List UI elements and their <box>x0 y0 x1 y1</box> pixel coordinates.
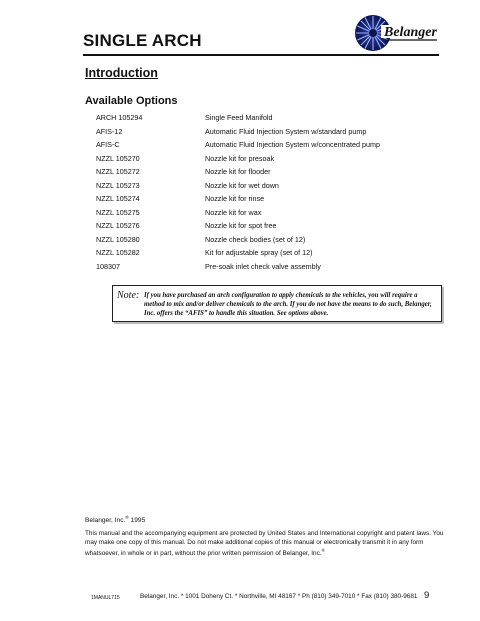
note-text: If you have purchased an arch configuration to apply chemicals to the vehicles, you will require a method to mix and/or deliver chemicals to the arch. If you do not have the means to do such, Belanger, Inc. offers the “AFIS” to handle this situation. See options above. <box>144 292 432 317</box>
list-item <box>0 165 480 178</box>
option-code: NZZL 105280 <box>96 234 140 244</box>
option-description: Pre-soak inlet check valve assembly <box>205 261 321 271</box>
option-code: NZZL 105270 <box>96 153 140 163</box>
list-item <box>0 246 480 259</box>
document-code: 1MANUL715 <box>91 595 120 601</box>
option-code: 108307 <box>96 261 120 271</box>
copyright-year: 1995 <box>130 517 146 525</box>
svg-text:Belanger: Belanger <box>384 25 437 40</box>
option-code: ARCH 105294 <box>96 113 143 122</box>
list-item <box>0 192 480 205</box>
page-number: 9 <box>424 590 430 601</box>
option-code: NZZL 105273 <box>96 180 140 190</box>
option-description: Single Feed Manifold <box>205 113 273 122</box>
section-heading: Introduction <box>85 66 158 80</box>
list-item <box>0 219 480 232</box>
option-description: Nozzle kit for flooder <box>205 167 271 176</box>
copyright-line <box>85 515 145 524</box>
option-description: Nozzle check bodies (set of 12) <box>205 234 306 244</box>
option-description: Nozzle kit for spot free <box>205 221 277 230</box>
page-title: SINGLE ARCH <box>83 31 202 50</box>
note-label: Note: <box>117 290 140 301</box>
list-item <box>0 111 480 124</box>
option-description: Nozzle kit for presoak <box>205 153 275 163</box>
option-description: Nozzle kit for wax <box>205 207 262 217</box>
option-code: NZZL 105276 <box>96 221 140 230</box>
option-code: NZZL 105272 <box>96 167 140 176</box>
option-code: AFIS-C <box>96 140 120 149</box>
option-description: Nozzle kit for wet down <box>205 180 279 190</box>
header-rule <box>83 54 439 56</box>
option-description: Automatic Fluid Injection System w/standard pump <box>205 126 367 136</box>
list-item <box>0 206 480 219</box>
legal-text: This manual and the accompanying equipment are protected by United States and International copyright and patent laws. You may make one copy of this manual. Do not make additional copies of this manual or electronically transmit it in any form whatsoever, in whole or in part, without the prior written permission of Belanger, Inc. <box>85 530 444 558</box>
footer-address: Belanger, Inc. * 1001 Doheny Ct. * Northville, MI 48167 * Ph (810) 349-7010 * Fax (810) 380-9681 <box>140 593 418 600</box>
belanger-logo <box>341 13 445 53</box>
option-code: AFIS-12 <box>96 126 123 136</box>
option-description: Automatic Fluid Injection System w/concentrated pump <box>205 140 380 149</box>
option-description: Nozzle kit for rinse <box>205 194 265 203</box>
registered-mark: ® <box>321 548 325 554</box>
registered-mark: ® <box>125 515 129 520</box>
list-item <box>0 260 480 273</box>
list-item <box>0 152 480 165</box>
section-subheading: Available Options <box>85 95 178 107</box>
note-box <box>112 285 442 322</box>
option-code: NZZL 105275 <box>96 207 140 217</box>
option-code: NZZL 105274 <box>96 194 140 203</box>
list-item <box>0 233 480 246</box>
option-code: NZZL 105282 <box>96 248 140 257</box>
option-description: Kit for adjustable spray (set of 12) <box>205 248 313 257</box>
legal-notice <box>85 530 445 559</box>
list-item <box>0 138 480 151</box>
list-item <box>0 125 480 138</box>
list-item <box>0 179 480 192</box>
copyright-company: Belanger, Inc. <box>85 517 126 525</box>
